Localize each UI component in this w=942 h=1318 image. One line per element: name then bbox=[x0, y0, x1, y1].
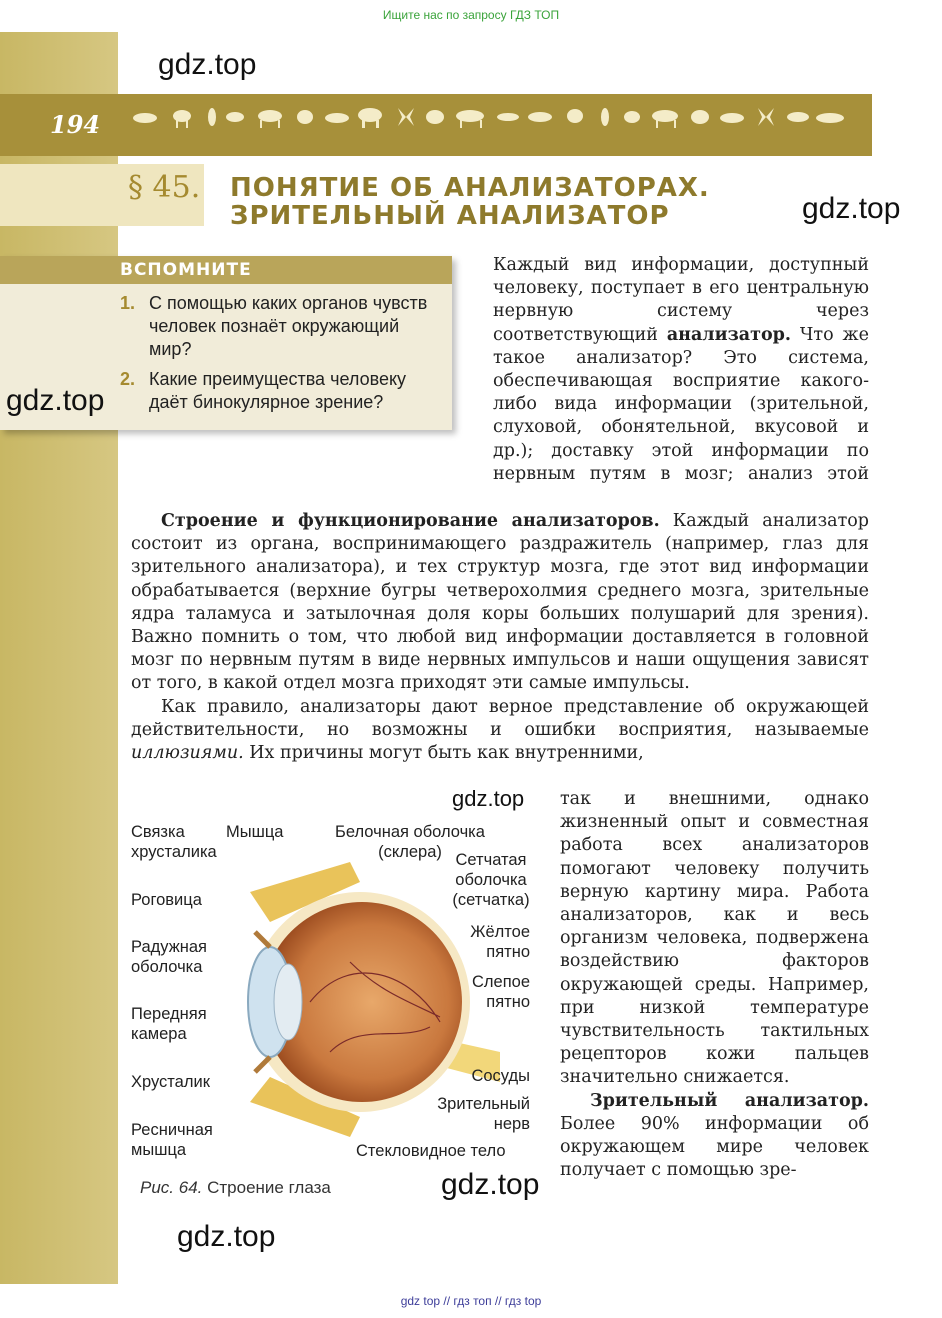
label-lens-ligament: Связка хрусталика bbox=[131, 823, 217, 861]
watermark: gdz.top bbox=[158, 48, 257, 81]
label-anterior-chamber: Передняя камера bbox=[131, 1005, 207, 1043]
section-number: § 45. bbox=[128, 170, 201, 205]
question-number: 1. bbox=[120, 293, 136, 313]
label-iris: Радужная оболочка bbox=[131, 938, 207, 976]
page-number: 194 bbox=[50, 110, 101, 139]
para1-text-b: Что же такое анализатор? Это система, обеспечивающая восприятие какого-либо вида информации (зрительной, слуховой, обонятельной, вкусовой и др.); доставку этой информации по нервным путям в мозг; анализ этой bbox=[493, 324, 869, 484]
main-text-column bbox=[131, 510, 869, 765]
label-yellow-spot: Жёлтое пятно bbox=[470, 923, 530, 961]
label-retina: Сетчатая оболочка (сетчатка) bbox=[452, 851, 530, 909]
animal-silhouettes-decoration bbox=[130, 102, 850, 138]
label-muscle: Мышца bbox=[226, 823, 284, 841]
label-optic-nerve: Зрительный нерв bbox=[437, 1095, 530, 1133]
caption-text: Строение глаза bbox=[207, 1178, 331, 1197]
figure-caption bbox=[140, 1178, 331, 1198]
page-title bbox=[230, 174, 710, 230]
remind-question-2 bbox=[120, 368, 438, 414]
label-ciliary-muscle: Ресничная мышца bbox=[131, 1121, 213, 1159]
para3-text-a: Как правило, анализаторы дают верное представление об окружающей действительности, но возможны и ошибки восприятия, называемые bbox=[131, 696, 869, 740]
para1-text-a: Каждый вид информации, доступный человеку, поступает в его центральную нервную систему через соответствующий bbox=[493, 255, 869, 345]
para3-continued: так и внешними, однако жизненный опыт и совместная работа всех анализаторов помогают человеку получить верную картину мира. Работа анализаторов, как и весь организм человека, подвержена воздействию факторов окружающей среды. Например, при низкой температуре чувствительность тактильных рецепторов кожи пальцев значительно снижается. bbox=[560, 789, 869, 1088]
label-lens: Хрусталик bbox=[131, 1073, 210, 1091]
watermark: gdz.top bbox=[6, 384, 105, 417]
label-vessels: Сосуды bbox=[471, 1067, 530, 1085]
right-text-column bbox=[560, 788, 869, 1182]
animal-row-icon bbox=[130, 102, 850, 132]
bottom-links[interactable]: gdz top // гдз топ // гдз top bbox=[400, 1294, 542, 1308]
watermark: gdz.top bbox=[441, 1168, 540, 1201]
heading-structure: Строение и функционирование анализаторов. bbox=[161, 511, 660, 531]
title-line-1: ПОНЯТИЕ ОБ АНАЛИЗАТОРАХ. bbox=[230, 173, 710, 203]
watermark: gdz.top bbox=[177, 1220, 276, 1253]
para4-text: Более 90% информации об окружающем мире человек получает с помощью зре- bbox=[560, 1113, 869, 1181]
paragraph-1-top bbox=[493, 254, 869, 486]
watermark: gdz.top bbox=[452, 786, 525, 811]
caption-number: Рис. 64. bbox=[140, 1178, 203, 1197]
remind-label: ВСПОМНИТЕ bbox=[120, 260, 252, 280]
textbook-page bbox=[0, 32, 942, 1284]
term-illusions: иллюзиями. bbox=[131, 743, 244, 764]
label-vitreous: Стекловидное тело bbox=[356, 1142, 506, 1160]
question-number: 2. bbox=[120, 369, 136, 389]
question-text: С помощью каких органов чувств человек познаёт окружающий мир? bbox=[149, 293, 428, 359]
label-cornea: Роговица bbox=[131, 891, 202, 909]
label-sclera: Белочная оболочка (склера) bbox=[335, 823, 485, 861]
heading-visual-analyzer: Зрительный анализатор. bbox=[590, 1090, 869, 1111]
para3-text-b: Их причины могут быть как внутренними, bbox=[243, 743, 644, 764]
para2-text: Каждый анализатор состоит из органа, воспринимающего раздражитель (например, глаз для зрительного анализатора), и тех структур мозга, где этот вид информации обрабатывается (верхние бугры четверохолмия среднего мозга, зрительные ядра таламуса и затылочная доля коры больших полушарий для зрения). Важно помнить о том, что любой вид информации доставляется в головной мозг по нервным путям в виде нервных импульсов и наши ощущения зависят от того, в какой отдел мозга приходят эти самые импульсы. bbox=[131, 511, 869, 694]
top-banner: Ищите нас по запросу ГДЗ ТОП bbox=[382, 8, 560, 22]
remind-question-1 bbox=[120, 292, 438, 361]
question-text: Какие преимущества человеку даёт бинокулярное зрение? bbox=[149, 369, 407, 412]
term-analyzer: анализатор. bbox=[666, 324, 791, 345]
title-line-2: ЗРИТЕЛЬНЫЙ АНАЛИЗАТОР bbox=[230, 201, 670, 231]
watermark: gdz.top bbox=[802, 192, 901, 225]
label-blind-spot: Слепое пятно bbox=[471, 973, 530, 1011]
